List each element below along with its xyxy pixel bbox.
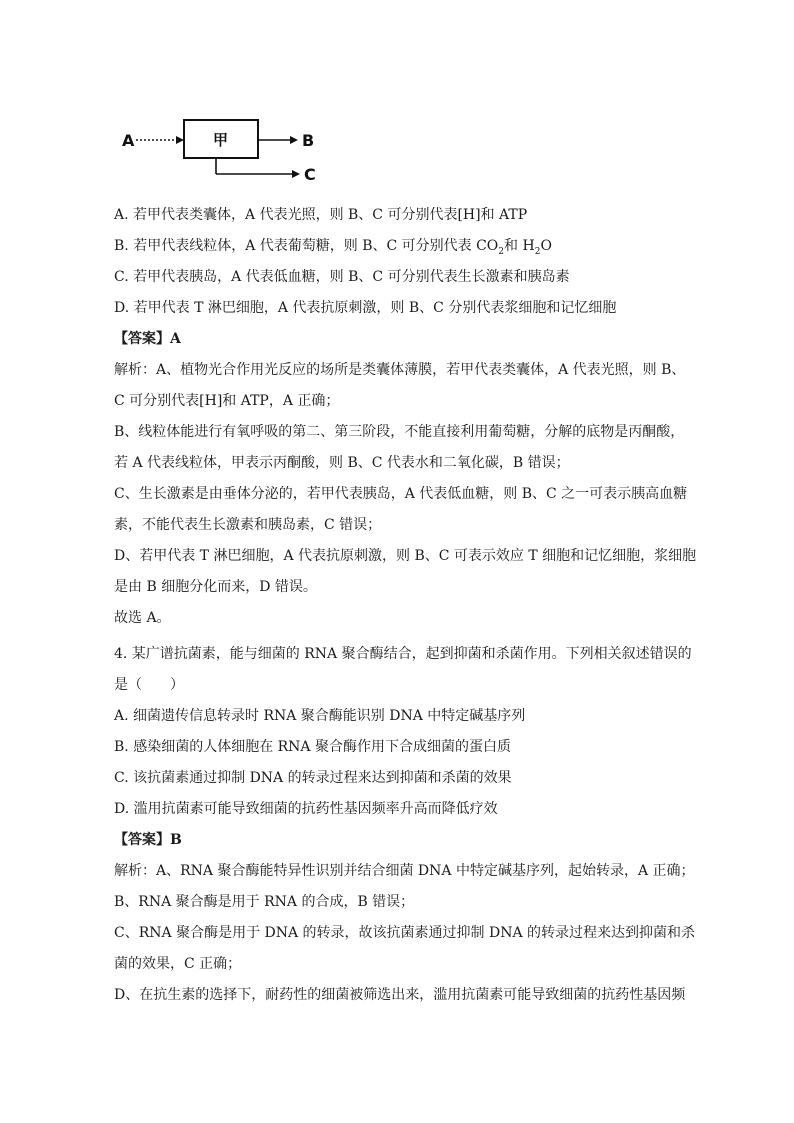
q4-analysis-line: 菌的效果，C 正确； — [114, 956, 242, 972]
q3-analysis-line: 素，不能代表生长激素和胰岛素，C 错误； — [114, 517, 382, 533]
q4-answer: 【答案】B — [114, 832, 182, 848]
diagram-box-label: 甲 — [213, 131, 229, 149]
q3-analysis-line: B、线粒体能进行有氧呼吸的第二、第三阶段，不能直接利用葡萄糖，分解的底物是丙酮酸， — [114, 424, 685, 440]
diagram-output-c-label: C — [304, 165, 316, 184]
flow-diagram-svg — [112, 112, 332, 188]
q4-stem-line: 是（ ） — [114, 677, 184, 693]
q3-option-b-text-2: 和 H — [504, 238, 535, 254]
arrow-c-head — [292, 170, 300, 178]
q4-option-a: A. 细菌遗传信息转录时 RNA 聚合酶能识别 DNA 中特定碱基序列 — [114, 708, 526, 724]
q3-option-d: D. 若甲代表 T 淋巴细胞，A 代表抗原刺激，则 B、C 分别代表浆细胞和记忆细胞 — [114, 300, 617, 316]
q3-analysis-line: 解析：A、植物光合作用光反应的场所是类囊体薄膜，若甲代表类囊体，A 代表光照，则 B、 — [114, 362, 686, 378]
q3-answer: 【答案】A — [114, 331, 181, 347]
diagram-input-label: A — [122, 131, 135, 150]
arrow-b-head — [290, 136, 298, 144]
q4-analysis-line: D、在抗生素的选择下，耐药性的细菌被筛选出来，滥用抗菌素可能导致细菌的抗药性基因频 — [114, 987, 686, 1003]
q3-option-b-text-3: O — [540, 238, 552, 254]
q3-option-b-text-1: B. 若甲代表线粒体，A 代表葡萄糖，则 B、C 可分别代表 CO — [114, 238, 499, 254]
q3-analysis-line: C、生长激素是由垂体分泌的，若甲代表胰岛，A 代表低血糖，则 B、C 之一可表示胰高血糖 — [114, 486, 688, 502]
q3-analysis-line: C 可分别代表[H]和 ATP，A 正确； — [114, 393, 340, 409]
q4-option-d: D. 滥用抗菌素可能导致细菌的抗药性基因频率升高而降低疗效 — [114, 801, 498, 817]
q4-analysis-line: C、RNA 聚合酶是用于 DNA 的转录，故该抗菌素通过抑制 DNA 的转录过程来达到抑菌和杀 — [114, 925, 696, 941]
q4-analysis-line: 解析：A、RNA 聚合酶能特异性识别并结合细菌 DNA 中特定碱基序列，起始转录，A 正确； — [114, 863, 695, 879]
q4-analysis-line: B、RNA 聚合酶是用于 RNA 的合成，B 错误； — [114, 894, 415, 910]
q3-option-b-sub-2: 2 — [534, 246, 541, 257]
q4-stem-line: 4. 某广谱抗菌素，能与细菌的 RNA 聚合酶结合，起到抑菌和杀菌作用。下列相关叙述错误的 — [114, 646, 692, 662]
q3-analysis-line: D、若甲代表 T 淋巴细胞，A 代表抗原刺激，则 B、C 可表示效应 T 细胞和记忆细胞，浆细胞 — [114, 548, 697, 564]
q3-analysis-line: 是由 B 细胞分化而来，D 错误。 — [114, 579, 317, 595]
q3-option-b — [114, 236, 684, 256]
q3-option-c: C. 若甲代表胰岛，A 代表低血糖，则 B、C 可分别代表生长激素和胰岛素 — [114, 269, 570, 285]
q4-option-c: C. 该抗菌素通过抑制 DNA 的转录过程来达到抑菌和杀菌的效果 — [114, 770, 512, 786]
diagram-output-b-label: B — [302, 131, 315, 150]
q3-conclusion: 故选 A。 — [114, 610, 171, 626]
q4-option-b: B. 感染细菌的人体细胞在 RNA 聚合酶作用下合成细菌的蛋白质 — [114, 739, 511, 755]
q3-option-a: A. 若甲代表类囊体，A 代表光照，则 B、C 可分别代表[H]和 ATP — [114, 207, 528, 223]
q3-analysis-line: 若 A 代表线粒体，甲表示丙酮酸，则 B、C 代表水和二氧化碳，B 错误； — [114, 455, 570, 471]
flow-diagram — [112, 112, 332, 188]
q3-option-b-sub-1: 2 — [498, 246, 505, 257]
arrow-a-head — [176, 136, 184, 144]
